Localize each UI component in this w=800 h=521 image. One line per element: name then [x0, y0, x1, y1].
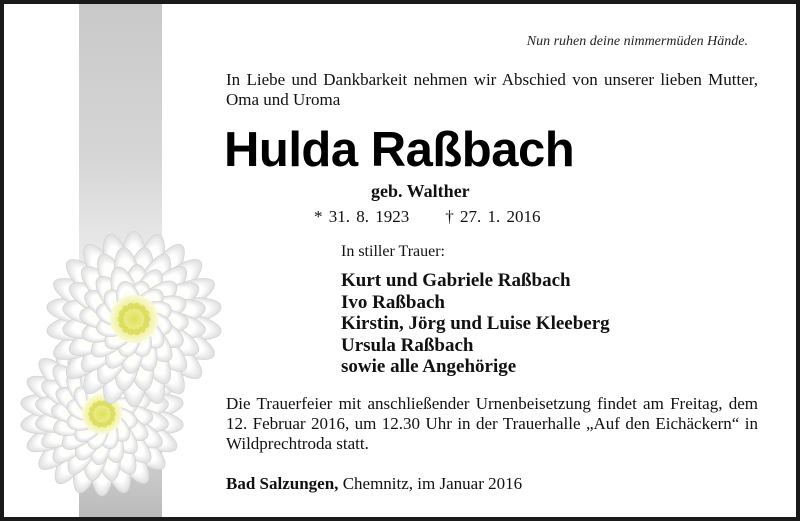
mourner-item: Kurt und Gabriele Raßbach [341, 270, 571, 291]
death-date: † 27. 1. 2016 [445, 207, 541, 226]
mourner-item: Kirstin, Jörg und Luise Kleeberg [341, 313, 610, 334]
place-date-rest: Chemnitz, im Januar 2016 [338, 474, 523, 493]
mourner-item: Ivo Raßbach [341, 291, 445, 313]
decorative-stripe [79, 4, 162, 521]
maiden-name: geb. Walther [371, 181, 470, 201]
life-dates [314, 207, 541, 227]
intro-text: In Liebe und Dankbarkeit nehmen wir Abschied von unserer lieben Mutter, Oma und Uroma [226, 70, 758, 109]
deceased-name: Hulda Raßbach [224, 123, 575, 177]
birth-date: * 31. 8. 1923 [314, 207, 410, 226]
place-date-line [226, 474, 522, 494]
place-primary: Bad Salzungen, [226, 474, 339, 493]
mourning-intro: In stiller Trauer: [341, 243, 445, 260]
mourner-item: Ursula Raßbach [341, 334, 474, 356]
mourner-item: sowie alle Angehörige [341, 356, 517, 377]
motto: Nun ruhen deine nimmermüden Hände. [526, 34, 748, 49]
mourner-list [341, 270, 610, 378]
service-details: Die Trauerfeier mit anschließender Urnenbeisetzung findet am Freitag, dem 12. Februar 2016, um 12.30 Uhr in der Trauerhalle „Auf den Eichäckern“ in Wildprechtroda statt. [226, 394, 758, 453]
